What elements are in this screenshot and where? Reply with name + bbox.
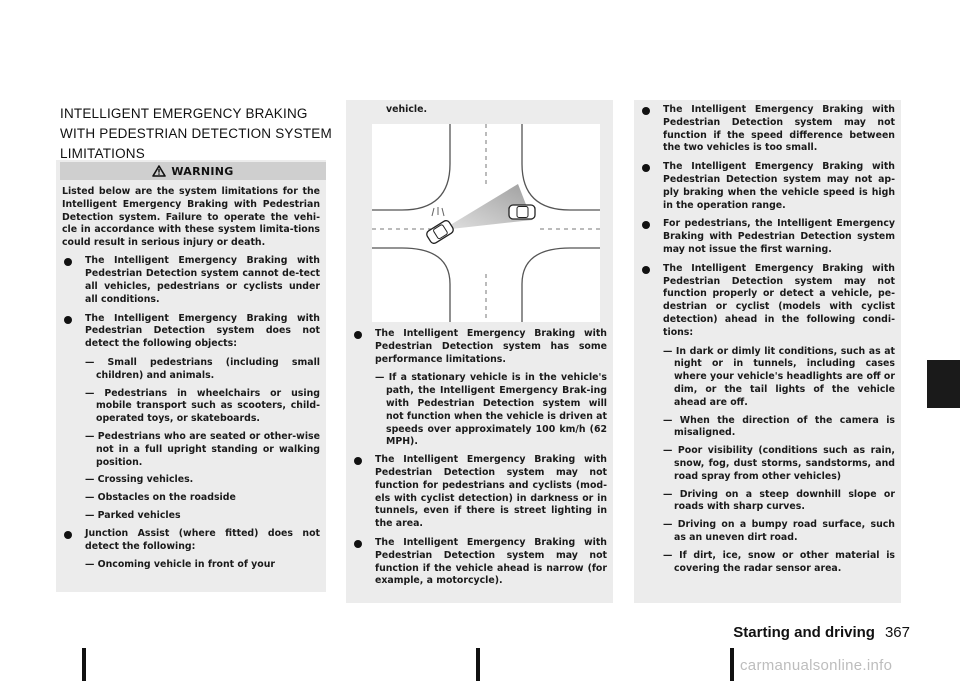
list-item: Junction Assist (where fitted) does not detect the following: <box>62 528 320 554</box>
list-item: The Intelligent Emergency Braking with Pedestrian Detection system may not function for pedestrians and cyclists (mod-els with cyclist detection) in darkness or in tunnels, even if there is street lighting in the area. <box>352 454 607 531</box>
sub-list-item: — Pedestrians who are seated or other-wise not in a full upright standing or walking position. <box>85 431 320 468</box>
detected-car-icon <box>509 205 535 219</box>
list-item: The Intelligent Emergency Braking with Pedestrian Detection system does not detect the following objects: <box>62 313 320 351</box>
sub-list-item: — In dark or dimly lit conditions, such as at night or in tunnels, including cases where your vehicle's headlights are off or dim, or the tail lights of the vehicle ahead are off. <box>663 345 895 408</box>
column-1 <box>62 186 320 577</box>
sub-list-item: — Crossing vehicles. <box>85 474 194 486</box>
crop-mark <box>82 648 86 681</box>
list-item: The Intelligent Emergency Braking with Pedestrian Detection system cannot de-tect all vehicles, pedestrians or cyclists under all conditions. <box>62 255 320 306</box>
section-thumb-tab <box>927 360 960 408</box>
page-footer <box>730 624 910 641</box>
heading-line-1: INTELLIGENT EMERGENCY BRAKING <box>60 106 308 121</box>
warning-triangle-icon <box>152 165 166 177</box>
sub-list-item: — Driving on a bumpy road surface, such as an uneven dirt road. <box>663 519 895 543</box>
list-item: The Intelligent Emergency Braking with Pedestrian Detection system has some performance limitations. <box>352 328 607 366</box>
column-3 <box>640 104 895 580</box>
sub-list-item: — If a stationary vehicle is in the vehicle's path, the Intelligent Emergency Brak-ing with Pedestrian Detection system will not function when the vehicle is driven at speeds over approximately 100 km/h (62 MPH). <box>375 372 607 448</box>
sub-list-item: — Driving on a steep downhill slope or roads with sharp curves. <box>663 488 895 513</box>
warning-label: WARNING <box>171 164 234 178</box>
list-item: The Intelligent Emergency Braking with Pedestrian Detection system may not function properly or detect a vehicle, pe-destrian or cyclist (models with cyclist detection) ahead in the following condi-tions: <box>640 263 895 340</box>
crop-mark <box>730 648 734 681</box>
sub-list-item: — Poor visibility (conditions such as rain, snow, fog, dust storms, sandstorms, and road spray from other vehicles) <box>663 445 895 482</box>
crop-mark <box>476 648 480 681</box>
list-item: For pedestrians, the Intelligent Emergency Braking with Pedestrian Detection system may not issue the first warning. <box>640 218 895 256</box>
page-number: 367 <box>884 624 910 641</box>
sub-list-item: — Parked vehicles <box>85 510 181 522</box>
sub-list-item-continued: vehicle. <box>386 104 428 115</box>
list-item: The Intelligent Emergency Braking with Pedestrian Detection system may not function if the speed difference between the two vehicles is too small. <box>640 104 895 155</box>
list-item: The Intelligent Emergency Braking with Pedestrian Detection system may not ap-ply braking when the vehicle speed is high in the operation range. <box>640 161 895 212</box>
heading-line-3: LIMITATIONS <box>60 146 145 161</box>
footer-section-title: Starting and driving <box>733 624 875 641</box>
column-2-continuation <box>352 104 607 122</box>
sub-list-item: — When the direction of the camera is misaligned. <box>663 414 895 439</box>
list-item: The Intelligent Emergency Braking with Pedestrian Detection system may not function if the vehicle ahead is narrow (for example, a motorcycle). <box>352 537 607 588</box>
sub-list-item: — Small pedestrians (including small children) and animals. <box>85 357 320 381</box>
sub-list-item: — Obstacles on the roadside <box>85 492 236 504</box>
intersection-diagram <box>372 124 600 322</box>
watermark: carmanualsonline.info <box>740 657 893 674</box>
warning-intro: Listed below are the system limitations for the Intelligent Emergency Braking with Pedestrian Detection system. Failure to operate the vehi-cle in accordance with these system limita-tions could result in serious injury or death. <box>62 186 320 249</box>
column-2 <box>352 328 607 594</box>
sub-list-item: — If dirt, ice, snow or other material is covering the radar sensor area. <box>663 549 895 574</box>
heading-line-2: WITH PEDESTRIAN DETECTION SYSTEM <box>60 126 332 141</box>
warning-header <box>60 162 326 180</box>
section-heading <box>60 104 330 164</box>
sub-list-item: — Pedestrians in wheelchairs or using mobile transport such as scooters, child-operated toys, or skateboards. <box>85 387 320 425</box>
sub-list-item: — Oncoming vehicle in front of your <box>85 559 276 571</box>
